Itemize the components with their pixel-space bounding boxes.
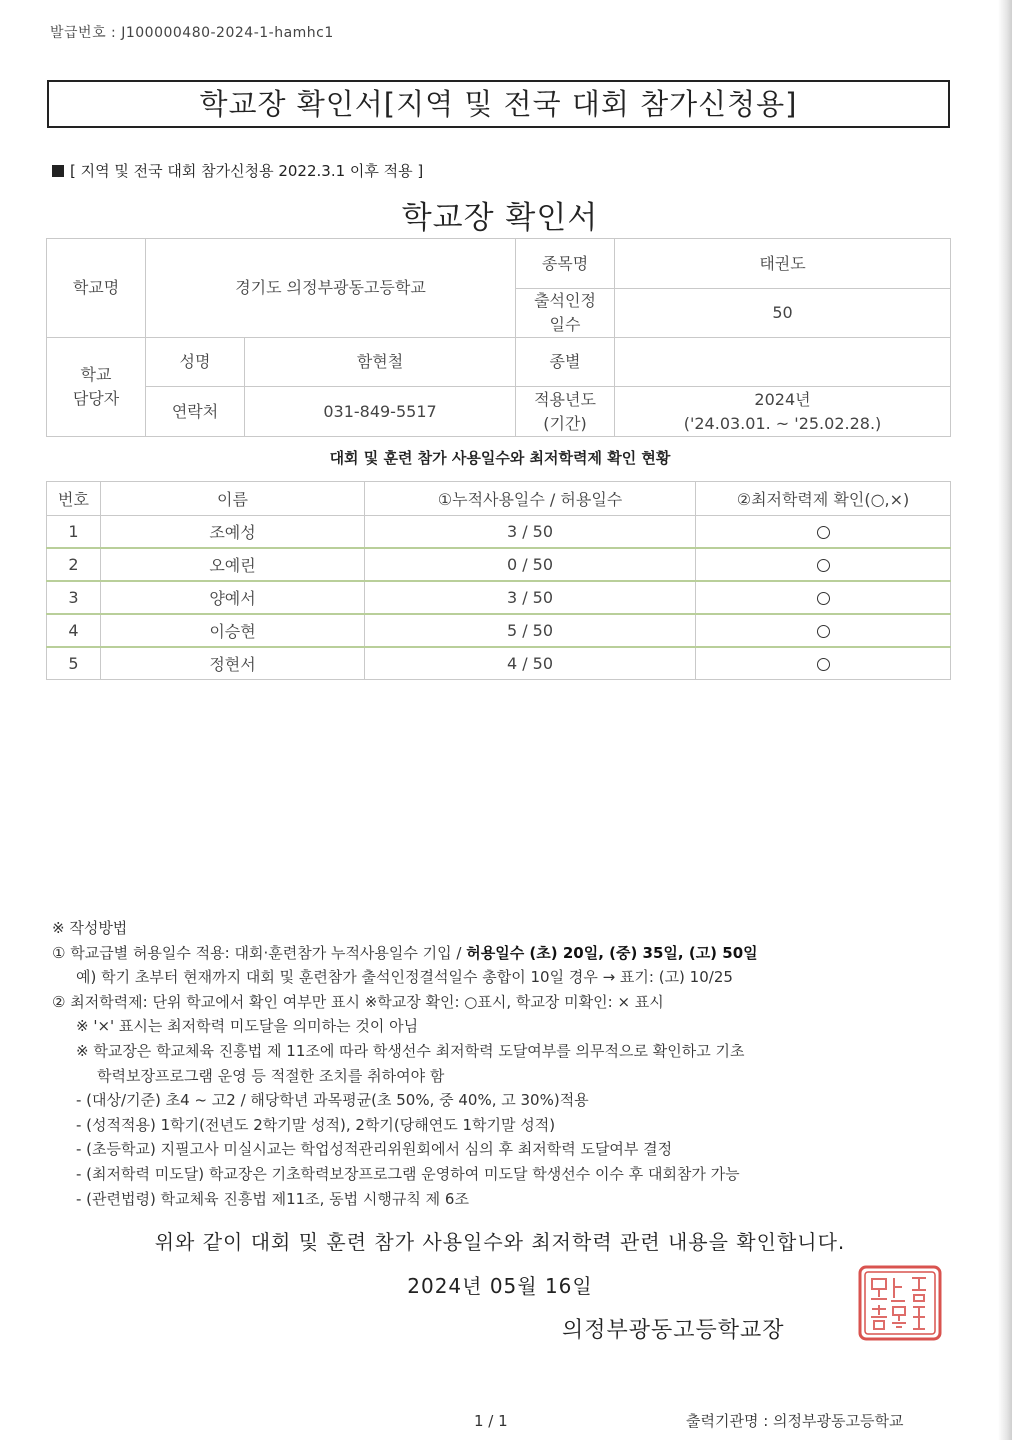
category-label: 종별 — [516, 338, 615, 387]
row-name: 오예린 — [101, 548, 365, 581]
issue-number: 발급번호 : J100000480-2024-1-hamhc1 — [50, 25, 334, 41]
notice-text: [ 지역 및 전국 대회 참가신청용 2022.3.1 이후 적용 ] — [70, 162, 424, 180]
page-edge-shadow — [998, 0, 1012, 1440]
row-number: 4 — [47, 614, 101, 647]
table-row — [47, 647, 951, 680]
page-number: 1 / 1 — [474, 1412, 508, 1430]
row-name: 양예서 — [101, 581, 365, 614]
writing-guide — [52, 916, 932, 1211]
row-days: 0 / 50 — [365, 548, 696, 581]
circle-mark-icon — [817, 625, 830, 638]
info-table — [46, 238, 951, 437]
table-row — [47, 614, 951, 647]
circle-mark-icon — [817, 526, 830, 539]
guide-heading: ※ 작성방법 — [52, 919, 128, 937]
row-check — [696, 647, 951, 680]
circle-mark-icon — [817, 592, 830, 605]
notice-line — [52, 160, 423, 181]
table-row — [47, 516, 951, 549]
row-name: 조예성 — [101, 516, 365, 549]
row-name: 이승현 — [101, 614, 365, 647]
document-title: 학교장 확인서[지역 및 전국 대회 참가신청용] — [47, 80, 950, 128]
school-label: 학교명 — [47, 239, 146, 338]
guide-item-1: ① 학교급별 허용일수 적용: 대회·훈련참가 누적사용일수 기입 / 허용일수 (초) 20일, (중) 35일, (고) 50일 — [52, 943, 758, 962]
row-number: 3 — [47, 581, 101, 614]
contact-value: 031-849-5517 — [245, 387, 516, 437]
header-days: ①누적사용일수 / 허용일수 — [365, 482, 696, 516]
row-days: 3 / 50 — [365, 516, 696, 549]
guide-detail: - (관련법령) 학교체육 진흥법 제11조, 동법 시행규칙 제 6조 — [76, 1189, 469, 1208]
row-days: 3 / 50 — [365, 581, 696, 614]
row-check — [696, 548, 951, 581]
guide-detail: - (초등학교) 지필고사 미실시교는 학업성적관리위원회에서 심의 후 최저학력 도달여부 결정 — [76, 1140, 673, 1159]
year-label: 적용년도 (기간) — [516, 387, 615, 437]
year-value: 2024년 ('24.03.01. ~ '25.02.28.) — [615, 387, 951, 437]
row-number: 5 — [47, 647, 101, 680]
guide-detail: - (대상/기준) 초4 ~ 고2 / 해당학년 과목평균(초 50%, 중 40%, 고 30%)적용 — [76, 1091, 589, 1110]
row-check — [696, 581, 951, 614]
circle-mark-icon — [817, 559, 830, 572]
row-days: 4 / 50 — [365, 647, 696, 680]
header-name: 이름 — [101, 482, 365, 516]
issue-date: 2024년 05월 16일 — [407, 1274, 593, 1298]
confirmation-statement: 위와 같이 대회 및 훈련 참가 사용일수와 최저학력 관련 내용을 확인합니다. — [154, 1230, 846, 1254]
square-bullet-icon — [52, 165, 64, 177]
school-value: 경기도 의정부광동고등학교 — [146, 239, 516, 338]
attendance-label: 출석인정 일수 — [516, 289, 615, 338]
table-row — [47, 581, 951, 614]
row-check — [696, 516, 951, 549]
attendance-value: 50 — [615, 289, 951, 338]
header-number: 번호 — [47, 482, 101, 516]
guide-detail: - (최저학력 미도달) 학교장은 기초학력보장프로그램 운영하여 미도달 학생선수 이수 후 대회참가 가능 — [76, 1164, 740, 1183]
table-row — [47, 548, 951, 581]
guide-note-b: ※ 학교장은 학교체육 진흥법 제 11조에 따라 학생선수 최저학력 도달여부를 의무적으로 확인하고 기초 — [76, 1041, 745, 1060]
category-value — [615, 338, 951, 387]
contact-label: 연락처 — [146, 387, 245, 437]
row-number: 1 — [47, 516, 101, 549]
official-seal-icon — [858, 1265, 942, 1341]
status-table-title: 대회 및 훈련 참가 사용일수와 최저학력제 확인 현황 — [329, 449, 671, 467]
manager-label: 학교 담당자 — [47, 338, 146, 437]
printing-institution: 출력기관명 : 의정부광동고등학교 — [686, 1412, 904, 1430]
status-table — [46, 481, 951, 680]
guide-example: 예) 학기 초부터 현재까지 대회 및 훈련참가 출석인정결석일수 총합이 10일 경우 → 표기: (고) 10/25 — [76, 968, 733, 987]
guide-item-2: ② 최저학력제: 단위 학교에서 확인 여부만 표시 ※학교장 확인: ○표시, 학교장 미확인: × 표시 — [52, 992, 664, 1011]
name-label: 성명 — [146, 338, 245, 387]
circle-mark-icon — [817, 658, 830, 671]
document-subtitle: 학교장 확인서 — [401, 200, 599, 236]
event-label: 종목명 — [516, 239, 615, 289]
name-value: 함현철 — [245, 338, 516, 387]
row-check — [696, 614, 951, 647]
principal-name: 의정부광동고등학교장 — [562, 1318, 785, 1343]
guide-detail: - (성적적용) 1학기(전년도 2학기말 성적), 2학기(당해연도 1학기말 성적) — [76, 1115, 556, 1134]
row-number: 2 — [47, 548, 101, 581]
guide-note-b-cont: 학력보장프로그램 운영 등 적절한 조치를 취하여야 함 — [97, 1066, 445, 1085]
guide-note-a: ※ '×' 표시는 최저학력 미도달을 의미하는 것이 아님 — [76, 1017, 419, 1036]
event-value: 태권도 — [615, 239, 951, 289]
row-name: 정현서 — [101, 647, 365, 680]
row-days: 5 / 50 — [365, 614, 696, 647]
header-check: ②최저학력제 확인(○,×) — [696, 482, 951, 516]
